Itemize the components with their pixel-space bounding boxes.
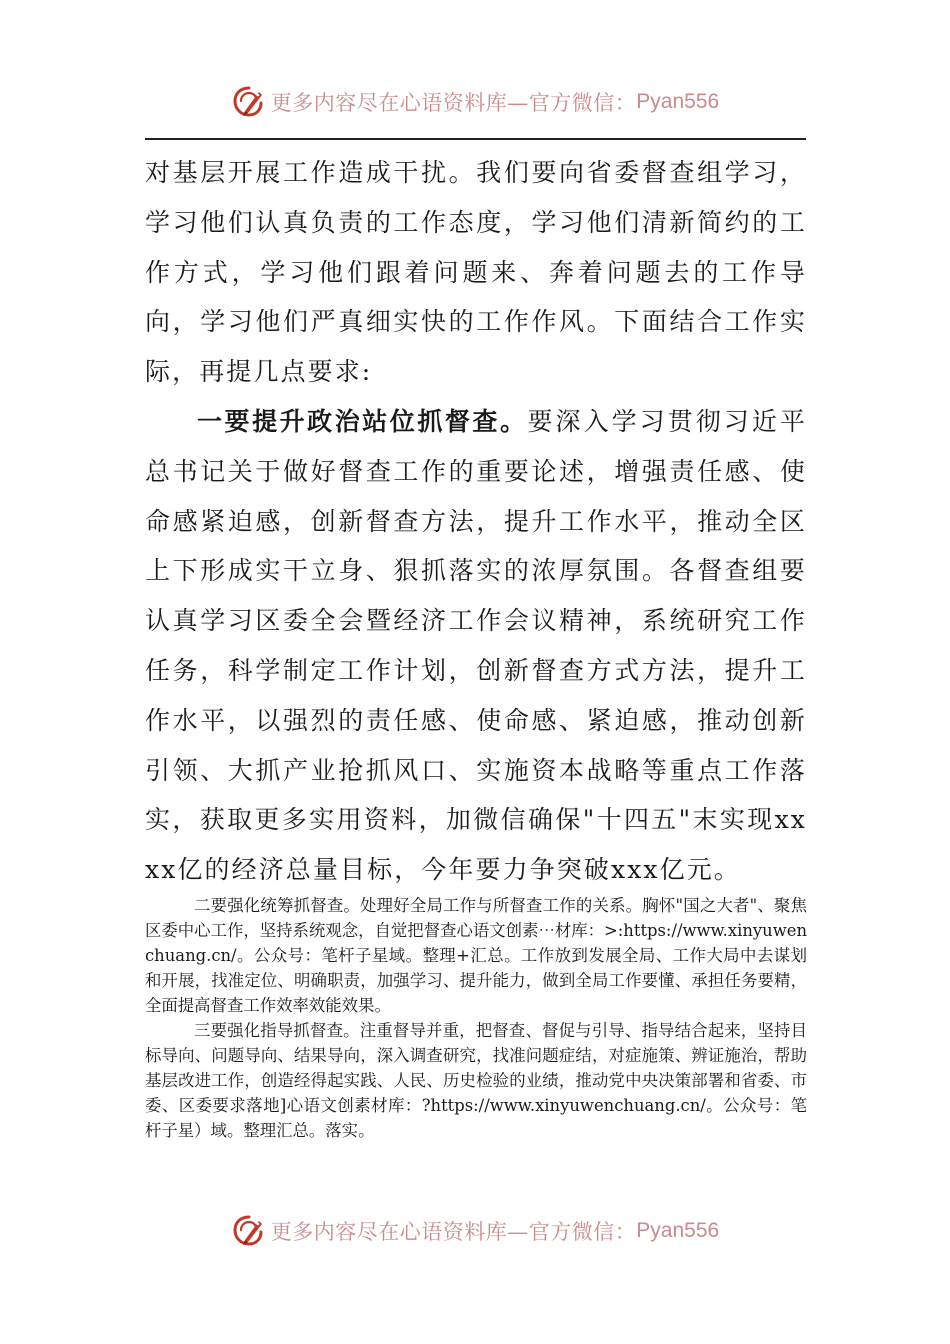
paragraph-2 bbox=[145, 397, 807, 895]
paragraph-3: 二要强化统筹抓督查。处理好全局工作与所督查工作的关系。胸怀"国之大者"、聚焦区委中心工作，坚持系统观念，自觉把督查心语文创素⋯材库：>:https://www.xinyuwenchuang.cn/。公众号：笔杆子星域。整理+汇总。工作放到发展全局、工作大局中去谋划和开展，找准定位、明确职责，加强学习、提升能力，做到全局工作要懂、承担任务要精，全面提高督查工作效率效能效果。 bbox=[145, 896, 807, 1015]
banner-wechat-id: Pyan556 bbox=[636, 1219, 720, 1242]
pen-nib-swirl-logo-icon bbox=[231, 1213, 267, 1249]
banner-text: 更多内容尽在心语资料库—官方微信： bbox=[270, 91, 637, 115]
paragraph-4: 三要强化指导抓督查。注重督导并重，把督查、督促与引导、指导结合起来，坚持目标导向、问题导向、结果导向，深入调查研究，找准问题症结，对症施策、辨证施治，帮助基层改进工作，创造经得起实践、人民、历史检验的业绩，推动党中央决策部署和省委、市委、区委要求落地]心语文创素材库：?https://www.xinyuwenchuang.cn/。公众号：笔杆子星）域。整理汇总。落实。 bbox=[145, 1021, 807, 1140]
header-divider bbox=[145, 138, 806, 140]
banner-text: 更多内容尽在心语资料库—官方微信： bbox=[270, 1220, 637, 1244]
pen-nib-swirl-logo-icon bbox=[231, 84, 267, 120]
paragraph-1: 对基层开展工作造成干扰。我们要向省委督查组学习，学习他们认真负责的工作态度，学习他们清新简约的工作方式，学习他们跟着问题来、奔着问题去的工作导向，学习他们严真细实快的工作作风。下面结合工作实际，再提几点要求: bbox=[145, 158, 807, 387]
document-body-small bbox=[145, 893, 807, 1143]
paragraph-2-text: 要深入学习贯彻习近平总书记关于做好督查工作的重要论述，增强责任感、使命感紧迫感，创新督查方法，提升工作水平，推动全区上下形成实干立身、狠抓落实的浓厚氛围。各督查组要认真学习区委全会暨经济工作会议精神，系统研究工作任务，科学制定工作计划，创新督查方式方法，提升工作水平，以强烈的责任感、使命感、紧迫感，推动创新引领、大抓产业抢抓风口、实施资本战略等重点工作落实，获取更多实用资料，加微信确保"十四五"末实现xxxx亿的经济总量目标，今年要力争突破xxx亿元。 bbox=[145, 406, 807, 885]
banner-wechat-id: Pyan556 bbox=[636, 90, 720, 113]
header-banner bbox=[0, 80, 950, 124]
document-body bbox=[145, 148, 807, 895]
paragraph-2-heading: 一要提升政治站位抓督查。 bbox=[197, 406, 528, 436]
footer-banner bbox=[0, 1209, 950, 1253]
